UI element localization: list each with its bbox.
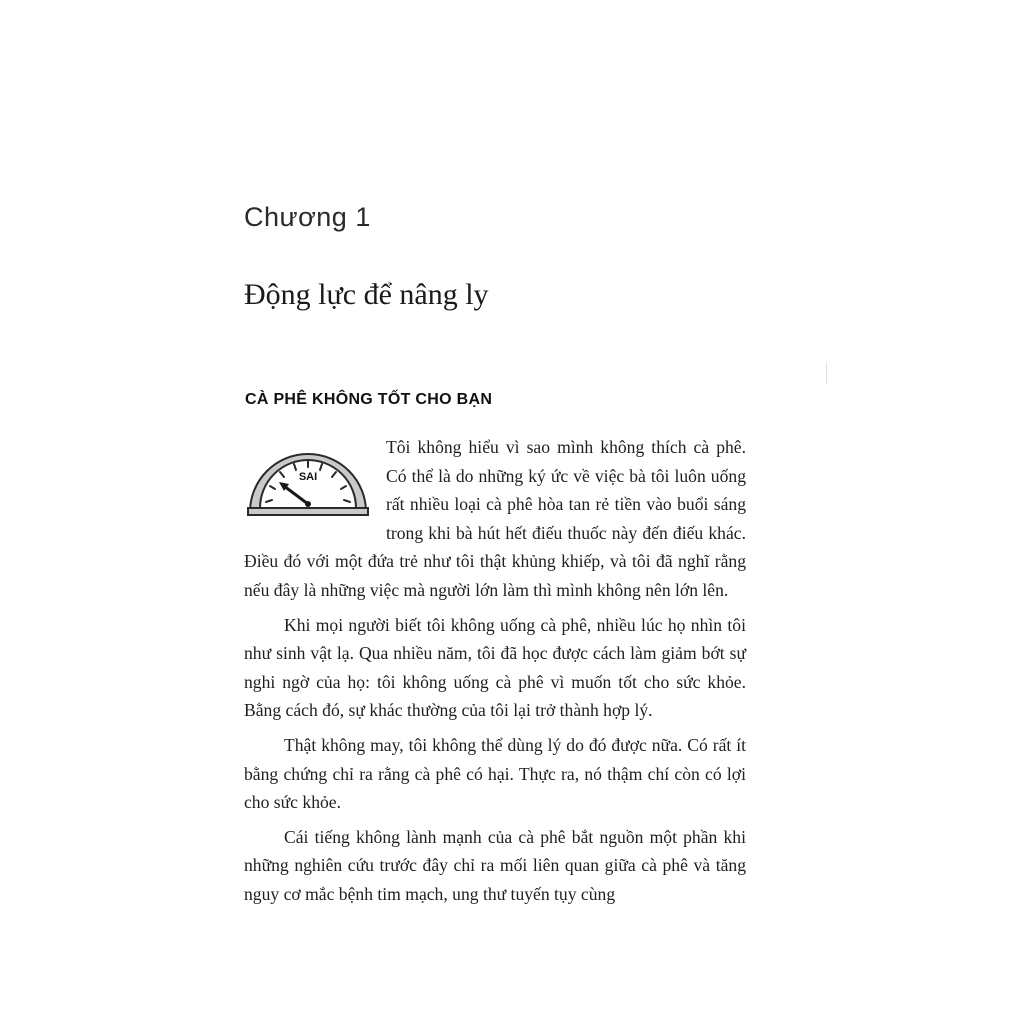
paragraph: Thật không may, tôi không thể dùng lý do đó được nữa. Có rất ít bằng chứng chỉ ra rằng cà phê có hại. Thực ra, nó thậm chí còn có lợi cho sức khỏe.	[244, 734, 746, 813]
gauge-label: SAI	[298, 471, 318, 483]
paragraph: Khi mọi người biết tôi không uống cà phê, nhiều lúc họ nhìn tôi như sinh vật lạ. Qua nhiều năm, tôi đã học được cách làm giảm bớt sự nghi ngờ của họ: tôi không uống cà phê vì muốn tốt cho sức khỏe. Bằng cách đó, sự khác thường của tôi lại trở thành hợp lý.	[244, 614, 746, 721]
paragraph: Tôi không hiểu vì sao mình không thích cà phê. Có thể là do những ký ức về việc bà tôi luôn uống rất nhiều loại cà phê hòa tan rẻ tiền vào buổi sáng trong khi bà hút hết điếu thuốc này đến điếu khác. Điều đó với một đứa trẻ như tôi thật khủng khiếp, và tôi đã nghĩ rằng nếu đây là những việc mà người lớn làm thì mình không nên lớn lên.	[244, 437, 746, 600]
section-heading: CÀ PHÊ KHÔNG TỐT CHO BẠN	[245, 391, 493, 408]
scan-artifact	[826, 362, 827, 384]
chapter-title: Động lực để nâng ly	[244, 278, 489, 311]
chapter-label: Chương 1	[244, 202, 371, 232]
paragraph: Cái tiếng không lành mạnh của cà phê bắt nguồn một phần khi những nghiên cứu trước đây chỉ ra mối liên quan giữa cà phê và tăng nguy cơ mắc bệnh tim mạch, ung thư tuyến tụy cùng	[244, 826, 746, 904]
gauge-float-space	[244, 433, 386, 541]
body-text	[244, 433, 746, 915]
